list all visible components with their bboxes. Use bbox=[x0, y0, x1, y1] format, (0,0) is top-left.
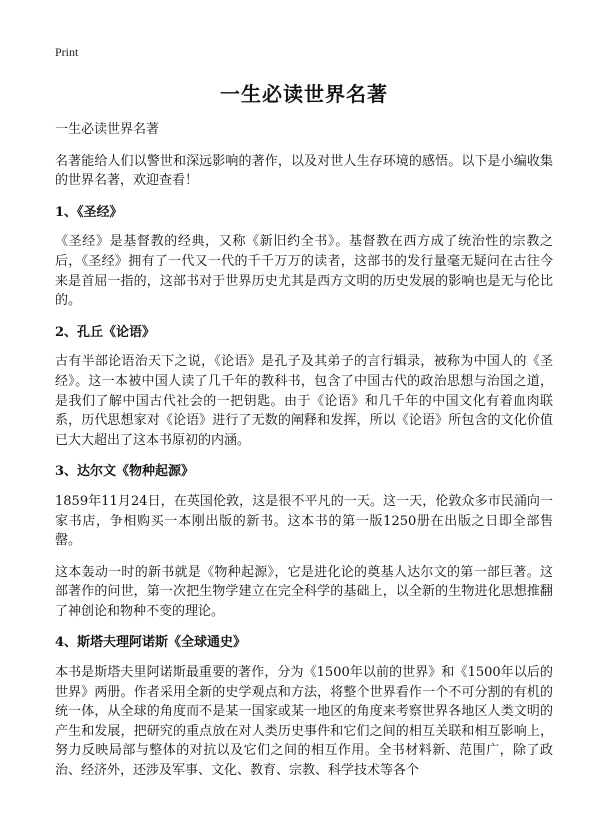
print-link[interactable]: Print bbox=[55, 45, 79, 59]
section-paragraph-global-history: 本书是斯塔夫里阿诺斯最重要的著作，分为《1500年以前的世界》和《1500年以后的世界》两册。作者采用全新的史学观点和方法，将整个世界看作一个不可分割的有机的统一体，从全球的角度而不是某一国家或某一地区的角度来考察世界各地区人类文明的产生和发展，把研究的重点放在对人类历史事件和它们之间的相互关联和相互影响上，努力反映局部与整体的对抗以及它们之间的相互作用。全书材料新、范围广，除了政治、经济外，还涉及军事、文化、教育、宗教、科学技术等各个 bbox=[55, 665, 553, 779]
intro-paragraph: 名著能给人们以警世和深远影响的著作，以及对世人生存环境的感悟。以下是小编收集的世界名著，欢迎查看！ bbox=[55, 153, 553, 189]
section-paragraph-origin-of-species-2: 这本轰动一时的新书就是《物种起源》，它是进化论的奠基人达尔文的第一部巨著。这部著作的问世，第一次把生物学建立在完全科学的基础上，以全新的生物进化思想推翻了神创论和物种不变的理论。 bbox=[55, 564, 553, 619]
section-paragraph-analects: 古有半部论语治天下之说，《论语》是孔子及其弟子的言行辑录，被称为中国人的《圣经》。这一本被中国人读了几千年的教科书，包含了中国古代的政治思想与治国之道，是我们了解中国古代社会的一把钥匙。由于《论语》和几千年的中国文化有着血肉联系，历代思想家对《论语》进行了无数的阐释和发挥，所以《论语》所包含的文化价值已大大超出了这本书原初的内涵。 bbox=[55, 354, 553, 448]
article-body bbox=[55, 120, 553, 793]
section-heading-analects: 2、孔丘《论语》 bbox=[55, 324, 156, 340]
section-heading-bible: 1、《圣经》 bbox=[55, 204, 123, 220]
section-heading-global-history: 4、斯塔夫理阿诺斯《全球通史》 bbox=[55, 635, 247, 651]
section-paragraph-bible: 《圣经》是基督教的经典，又称《新旧约全书》。基督教在西方成了统治性的宗教之后，《圣经》拥有了一代又一代的千千万万的读者，这部书的发行量毫无疑问在古往今来是首屈一指的，这部书对于世界历史尤其是西方文明的历史发展的影响也是无与伦比的。 bbox=[55, 234, 553, 309]
section-heading-origin-of-species: 3、达尔文《物种起源》 bbox=[55, 464, 195, 480]
section-paragraph-origin-of-species-1: 1859年11月24日，在英国伦敦，这是很不平凡的一天。这一天，伦敦众多市民涌向一家书店，争相购买一本刚出版的新书。这本书的第一版1250册在出版之日即全部售罄。 bbox=[55, 493, 553, 549]
article-subtitle: 一生必读世界名著 bbox=[55, 122, 160, 137]
page-title: 一生必读世界名著 bbox=[220, 82, 388, 106]
